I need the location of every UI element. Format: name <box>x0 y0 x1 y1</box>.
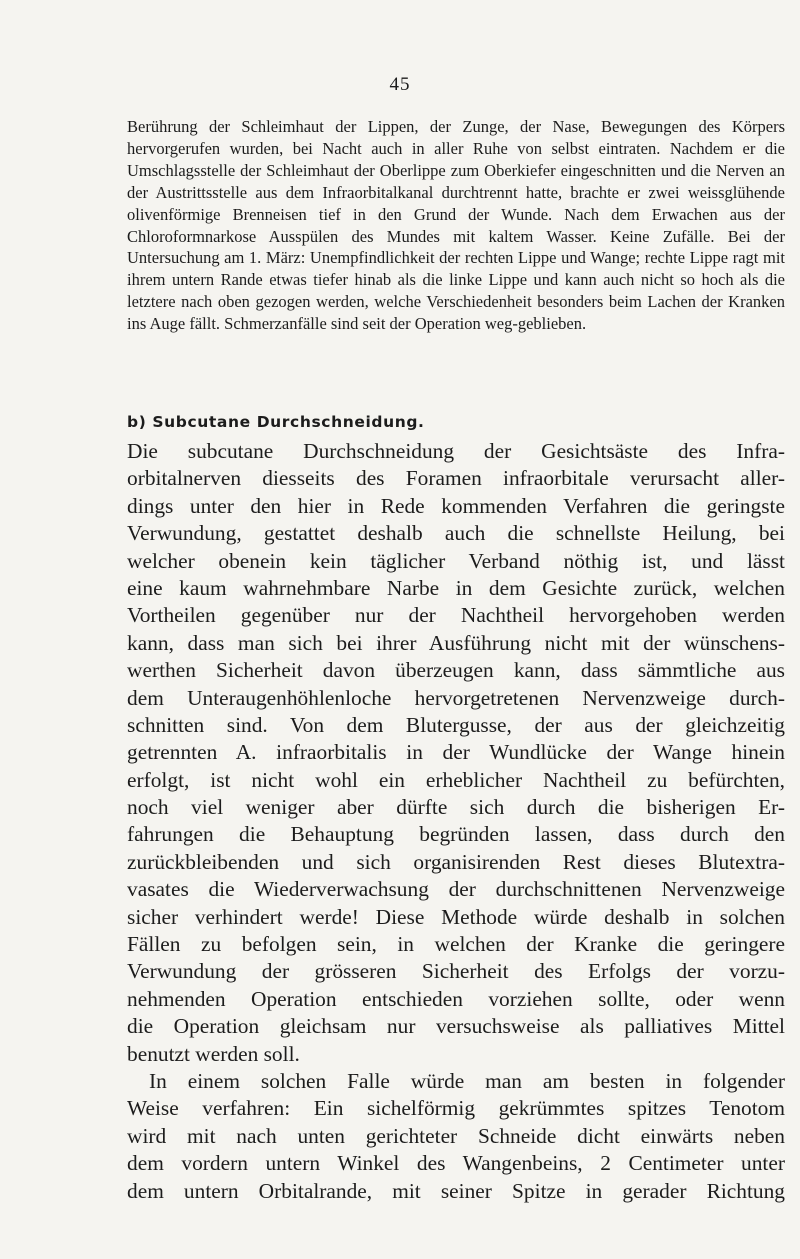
text-line: In einem solchen Falle würde man am besten in folgender <box>149 1068 785 1093</box>
text-line: wird mit nach unten gerichteter Schneide dicht einwärts neben <box>127 1123 785 1148</box>
text-line: kann, dass man sich bei ihrer Ausführung nicht mit der wünschens- <box>127 630 785 655</box>
text-line: dem vordern untern Winkel des Wangenbeins, 2 Centimeter unter <box>127 1151 785 1176</box>
text-line: benutzt werden soll. <box>127 1041 300 1066</box>
text-line: dings unter den hier in Rede kommenden Verfahren die geringste <box>127 493 785 518</box>
text-line: Verwundung der grösseren Sicherheit des Erfolgs der vorzu- <box>127 959 785 984</box>
section-heading: b) Subcutane Durchschneidung. <box>127 413 425 431</box>
text-line: Die subcutane Durchschneidung der Gesichtsäste des Infra- <box>127 439 785 463</box>
text-line: getrennten A. infraorbitalis in der Wundlücke der Wange hinein <box>127 740 785 765</box>
text-line: dem Unteraugenhöhlenloche hervorgetretenen Nervenzweige durch- <box>127 685 785 710</box>
text-line: fahrungen die Behauptung begründen lassen, dass durch den <box>127 822 785 847</box>
main-text <box>127 438 785 1205</box>
text-line: erfolgt, ist nicht wohl ein erheblicher Nachtheil zu befürchten, <box>127 767 785 792</box>
page-number: 45 <box>389 74 411 95</box>
text-line: welcher obenein kein täglicher Verband nöthig ist, und lässt <box>127 548 785 573</box>
text-line: Fällen zu befolgen sein, in welchen der Kranke die geringere <box>127 932 785 957</box>
top-paragraph: Berührung der Schleimhaut der Lippen, der Zunge, der Nase, Bewegungen des Körpers hervorgerufen wurden, bei Nacht auch in aller Ruhe von selbst eintraten. Nachdem er die Umschlagsstelle der Schleimhaut der Oberlippe zum Oberkiefer eingeschnitten und die Nerven an der Austrittsstelle aus dem Infraorbitalkanal durchtrennt hatte, brachte er zwei weissglühende olivenförmige Brenneisen tief in den Grund der Wunde. Nach dem Erwachen aus der Chloroformnarkose Ausspülen des Mundes mit kaltem Wasser. Keine Zufälle. Bei der Untersuchung am 1. März: Unempfindlichkeit der rechten Lippe und Wange; rechte Lippe ragt mit ihrem untern Rande etwas tiefer hinab als die linke Lippe und kann auch nicht so hoch als die letztere nach oben gezogen werden, welche Verschiedenheit besonders beim Lachen der Kranken ins Auge fällt. Schmerzanfälle sind seit der Operation weg-geblieben. <box>127 117 785 334</box>
text-line: nehmenden Operation entschieden vorziehen sollte, oder wenn <box>127 986 785 1011</box>
text-line: Verwundung, gestattet deshalb auch die schnellste Heilung, bei <box>127 521 785 546</box>
text-line: werthen Sicherheit davon überzeugen kann, dass sämmtliche aus <box>127 658 785 683</box>
text-line: eine kaum wahrnehmbare Narbe in dem Gesichte zurück, welchen <box>127 575 785 600</box>
text-line: Vortheilen gegenüber nur der Nachtheil hervorgehoben werden <box>127 603 785 628</box>
text-line: dem untern Orbitalrande, mit seiner Spitze in gerader Richtung <box>127 1178 785 1203</box>
text-line: orbitalnerven diesseits des Foramen infraorbitale verursacht aller- <box>127 466 785 491</box>
text-line: Weise verfahren: Ein sichelförmig gekrümmtes spitzes Tenotom <box>127 1096 785 1121</box>
text-line: schnitten sind. Von dem Blutergusse, der aus der gleichzeitig <box>127 712 785 737</box>
text-line: vasates die Wiederverwachsung der durchschnittenen Nervenzweige <box>127 877 785 902</box>
text-line: zurückbleibenden und sich organisirenden Rest dieses Blutextra- <box>127 849 785 874</box>
text-line: sicher verhindert werde! Diese Methode würde deshalb in solchen <box>127 904 785 929</box>
text-line: die Operation gleichsam nur versuchsweise als palliatives Mittel <box>127 1014 785 1039</box>
text-line: noch viel weniger aber dürfte sich durch die bisherigen Er- <box>127 795 785 820</box>
